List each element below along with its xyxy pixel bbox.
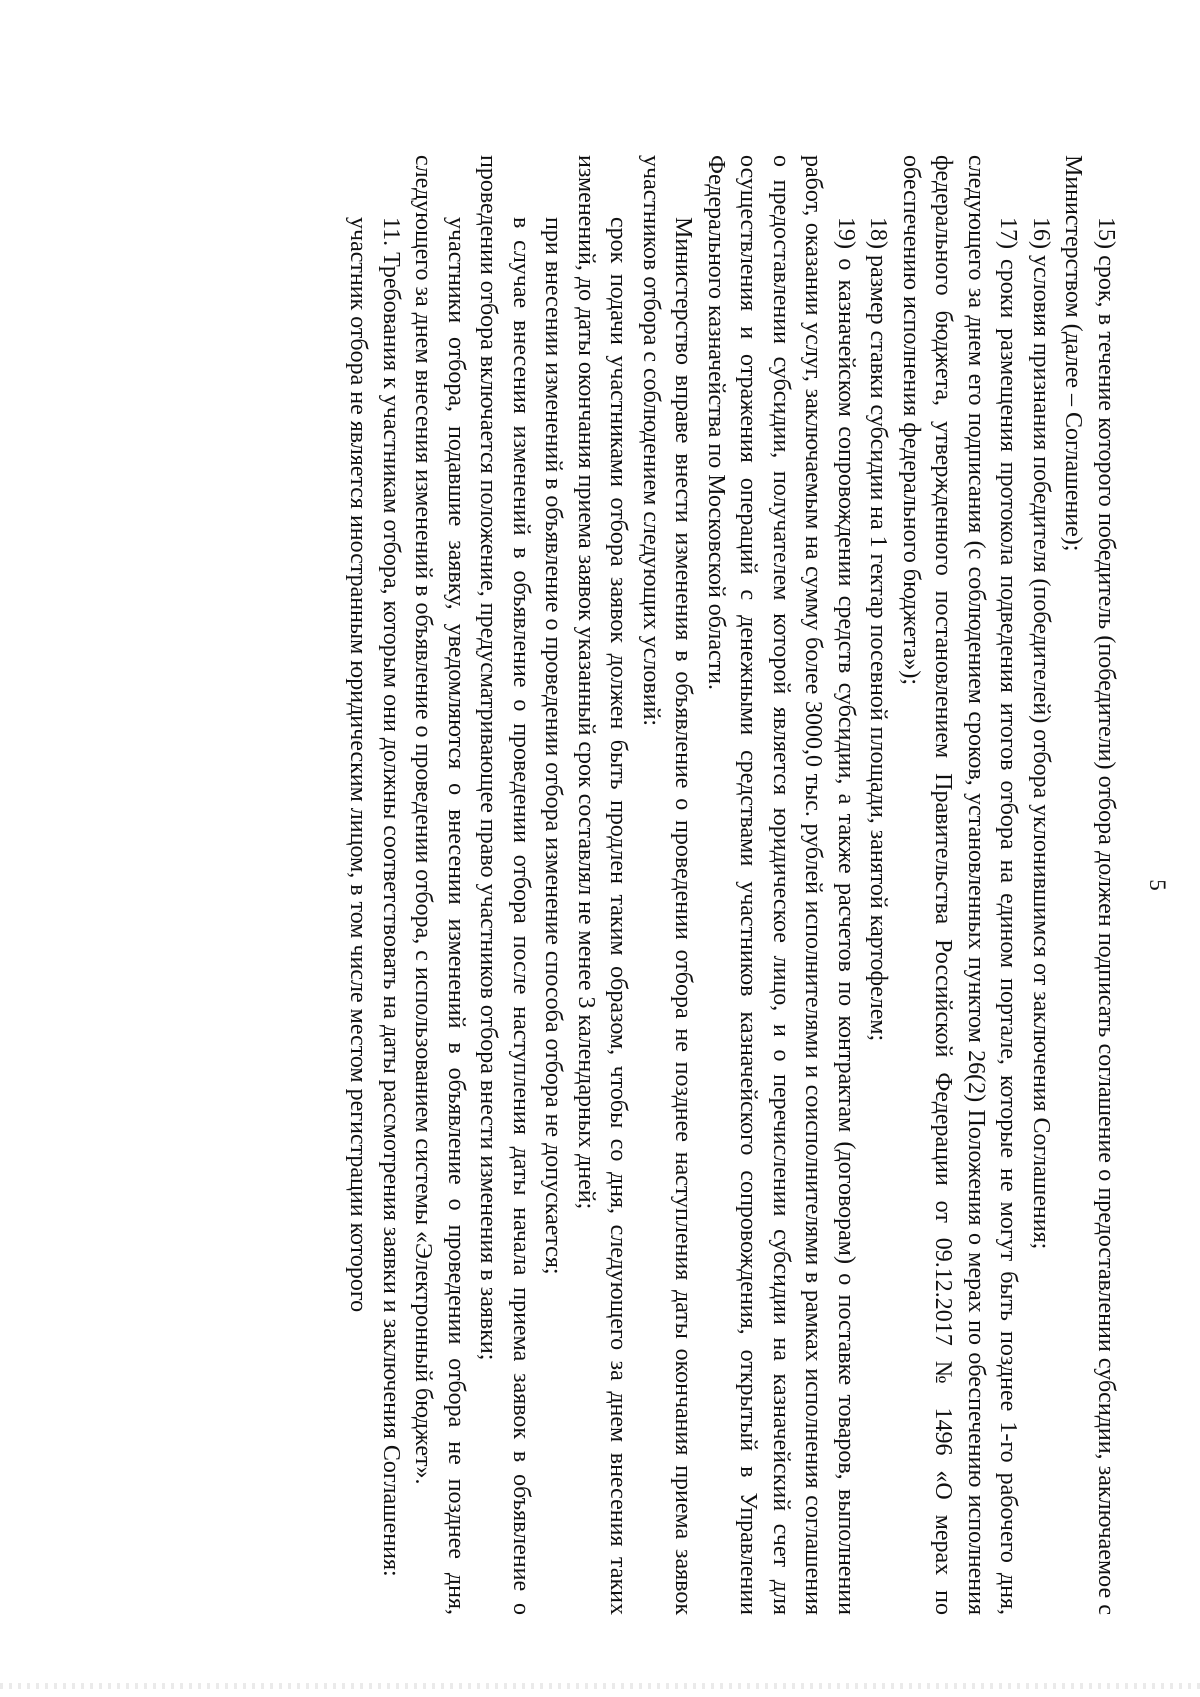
paragraph-foreign-entity: участник отбора не является иностранным юридическим лицом, в том числе местом регистрации которого <box>345 217 372 1313</box>
paragraph-section-11: 11. Требования к участникам отбора, которым они должны соответствовать на даты рассмотрения заявки и заключения Соглашения: <box>378 217 404 1577</box>
paragraph-ministry-changes: Министерство вправе внести изменения в объявление о проведении отбора не позднее наступления даты окончания приема заявок участников отбора с соблюдением следующих условий: <box>638 155 697 1615</box>
paragraph-participant-notification: участники отбора, подавшие заявку, уведомляются о внесении изменений в объявление о проведении отбора не позднее дня, следующего за днем внесения изменений в объявление о проведении отбора, с использованием системы «Электронный бюджет». <box>410 155 469 1615</box>
page-number: 5 <box>1145 879 1170 891</box>
rotated-page-content <box>160 155 1170 1615</box>
paragraph-item-15: 15) срок, в течение которого победитель (победители) отбора должен подписать соглашение о предоставлении субсидии, заключаемое с Министерством (далее – Соглашение); <box>1060 155 1119 1615</box>
document-body <box>342 155 1122 1615</box>
paragraph-item-16: 16) условия признания победителя (победителей) отбора уклонившимся от заключения Соглашения; <box>1028 217 1054 1250</box>
paragraph-changes-after-start: в случае внесения изменений в объявление о проведении отбора после наступления даты начала приема заявок в объявление о проведении отбора включается положение, предусматривающее право участников отбора внести изменения в заявки; <box>475 155 534 1615</box>
paragraph-item-19: 19) о казначейском сопровождении средств субсидии, а также расчетов по контрактам (договорам) о поставке товаров, выполнении работ, оказании услуг, заключаемым на сумму более 3000,0 тыс. рублей исполнителями и соисполнителями в рамках исполнения соглашения о предоставлении субсидии, получателем которой является юридическое лицо, и о перечислении субсидии на казначейский счет для осуществления и отражения операций с денежными средствами участников казначейского сопровождения, открытый в Управлении Федерального казначейства по Московской области. <box>703 155 859 1615</box>
scan-edge-artifact <box>0 1683 1200 1689</box>
paragraph-item-17: 17) сроки размещения протокола подведения итогов отбора на едином портале, которые не могут быть позднее 1-го рабочего дня, следующего за днем его подписания (с соблюдением сроков, установленных пунктом 26(2) Положения о мерах по обеспечению исполнения федерального бюджета, утвержденного постановлением Правительства Российской Федерации от 09.12.2017 № 1496 «О мерах по обеспечению исполнения федерального бюджета»); <box>898 155 1022 1615</box>
paragraph-method-change: при внесении изменений в объявление о проведении отбора изменение способа отбора не допускается; <box>540 217 567 1275</box>
paragraph-deadline-extension: срок подачи участниками отбора заявок должен быть продлен таким образом, чтобы со дня, следующего за днем внесения таких изменений, до даты окончания приема заявок указанный срок составлял не менее 3 календарных дней; <box>573 155 632 1615</box>
paragraph-item-18: 18) размер ставки субсидии на 1 гектар посевной площади, занятой картофелем; <box>865 217 892 1042</box>
